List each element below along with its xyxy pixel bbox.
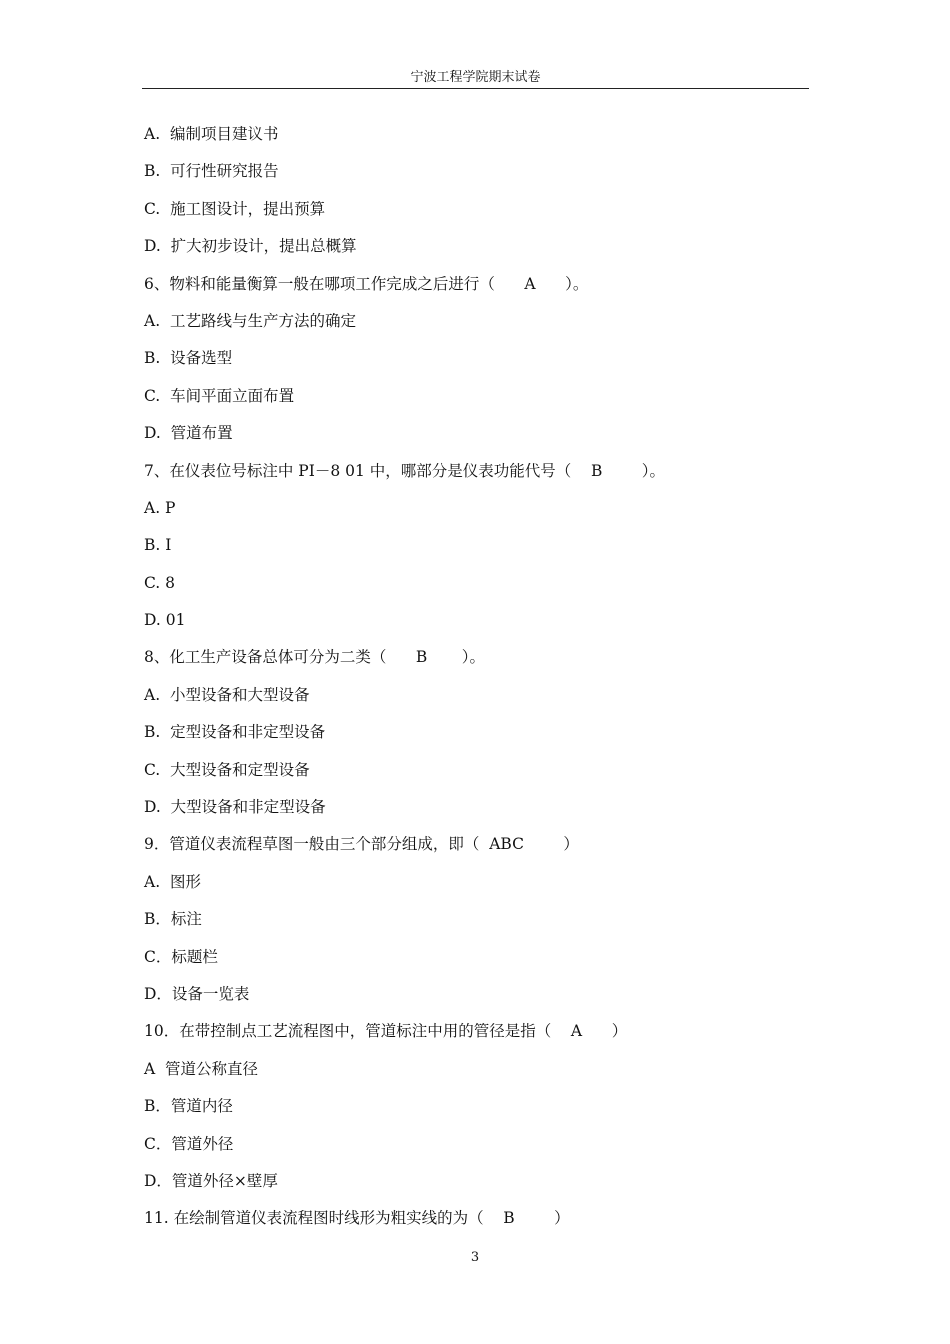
option-line: C. 车间平面立面布置 <box>144 386 295 405</box>
question-9: 9．管道仪表流程草图一般由三个部分组成，即（ ABC ） <box>144 835 579 854</box>
option-line: B. 定型设备和非定型设备 <box>144 723 326 742</box>
option-line: D. 大型设备和非定型设备 <box>144 798 326 817</box>
option-line: C．管道外径 <box>144 1134 234 1153</box>
exam-content <box>144 120 824 1242</box>
option-line: A. 编制项目建议书 <box>144 125 279 143</box>
question-11: 11. 在绘制管道仪表流程图时线形为粗实线的为（ B ） <box>144 1209 570 1228</box>
option-line: C. 施工图设计，提出预算 <box>144 199 326 218</box>
option-line: A. 工艺路线与生产方法的确定 <box>144 311 356 330</box>
option-line: C. 8 <box>144 573 176 592</box>
option-line: A. 图形 <box>144 872 201 891</box>
option-line: B．管道内径 <box>144 1097 233 1116</box>
option-line: A. 小型设备和大型设备 <box>144 685 310 704</box>
option-line: B．标注 <box>144 910 202 929</box>
question-8: 8、化工生产设备总体可分为二类（ B ）。 <box>144 648 486 667</box>
option-line: B. 可行性研究报告 <box>144 162 279 181</box>
option-line: C. 大型设备和定型设备 <box>144 760 310 779</box>
option-line: B. 设备选型 <box>144 349 233 368</box>
option-line: A 管道公称直径 <box>144 1059 259 1078</box>
option-line: D．设备一览表 <box>144 984 250 1003</box>
option-line: C．标题栏 <box>144 947 218 966</box>
option-line: A. P <box>144 498 176 517</box>
page-number: 3 <box>470 1250 480 1265</box>
option-line: B. I <box>144 536 172 555</box>
header-divider <box>142 88 809 89</box>
question-10: 10．在带控制点工艺流程图中，管道标注中用的管径是指（ A ） <box>144 1022 628 1041</box>
option-line: D. 01 <box>144 611 186 630</box>
question-6: 6、物料和能量衡算一般在哪项工作完成之后进行（ A ）。 <box>144 274 589 293</box>
option-line: D．管道外径×壁厚 <box>144 1171 278 1190</box>
page-header-title: 宁波工程学院期末试卷 <box>410 70 541 85</box>
option-line: D. 管道布置 <box>144 424 233 443</box>
question-7: 7、在仪表位号标注中 PI－8 01 中，哪部分是仪表功能代号（ B ）。 <box>144 461 666 480</box>
option-line: D. 扩大初步设计，提出总概算 <box>144 237 357 256</box>
